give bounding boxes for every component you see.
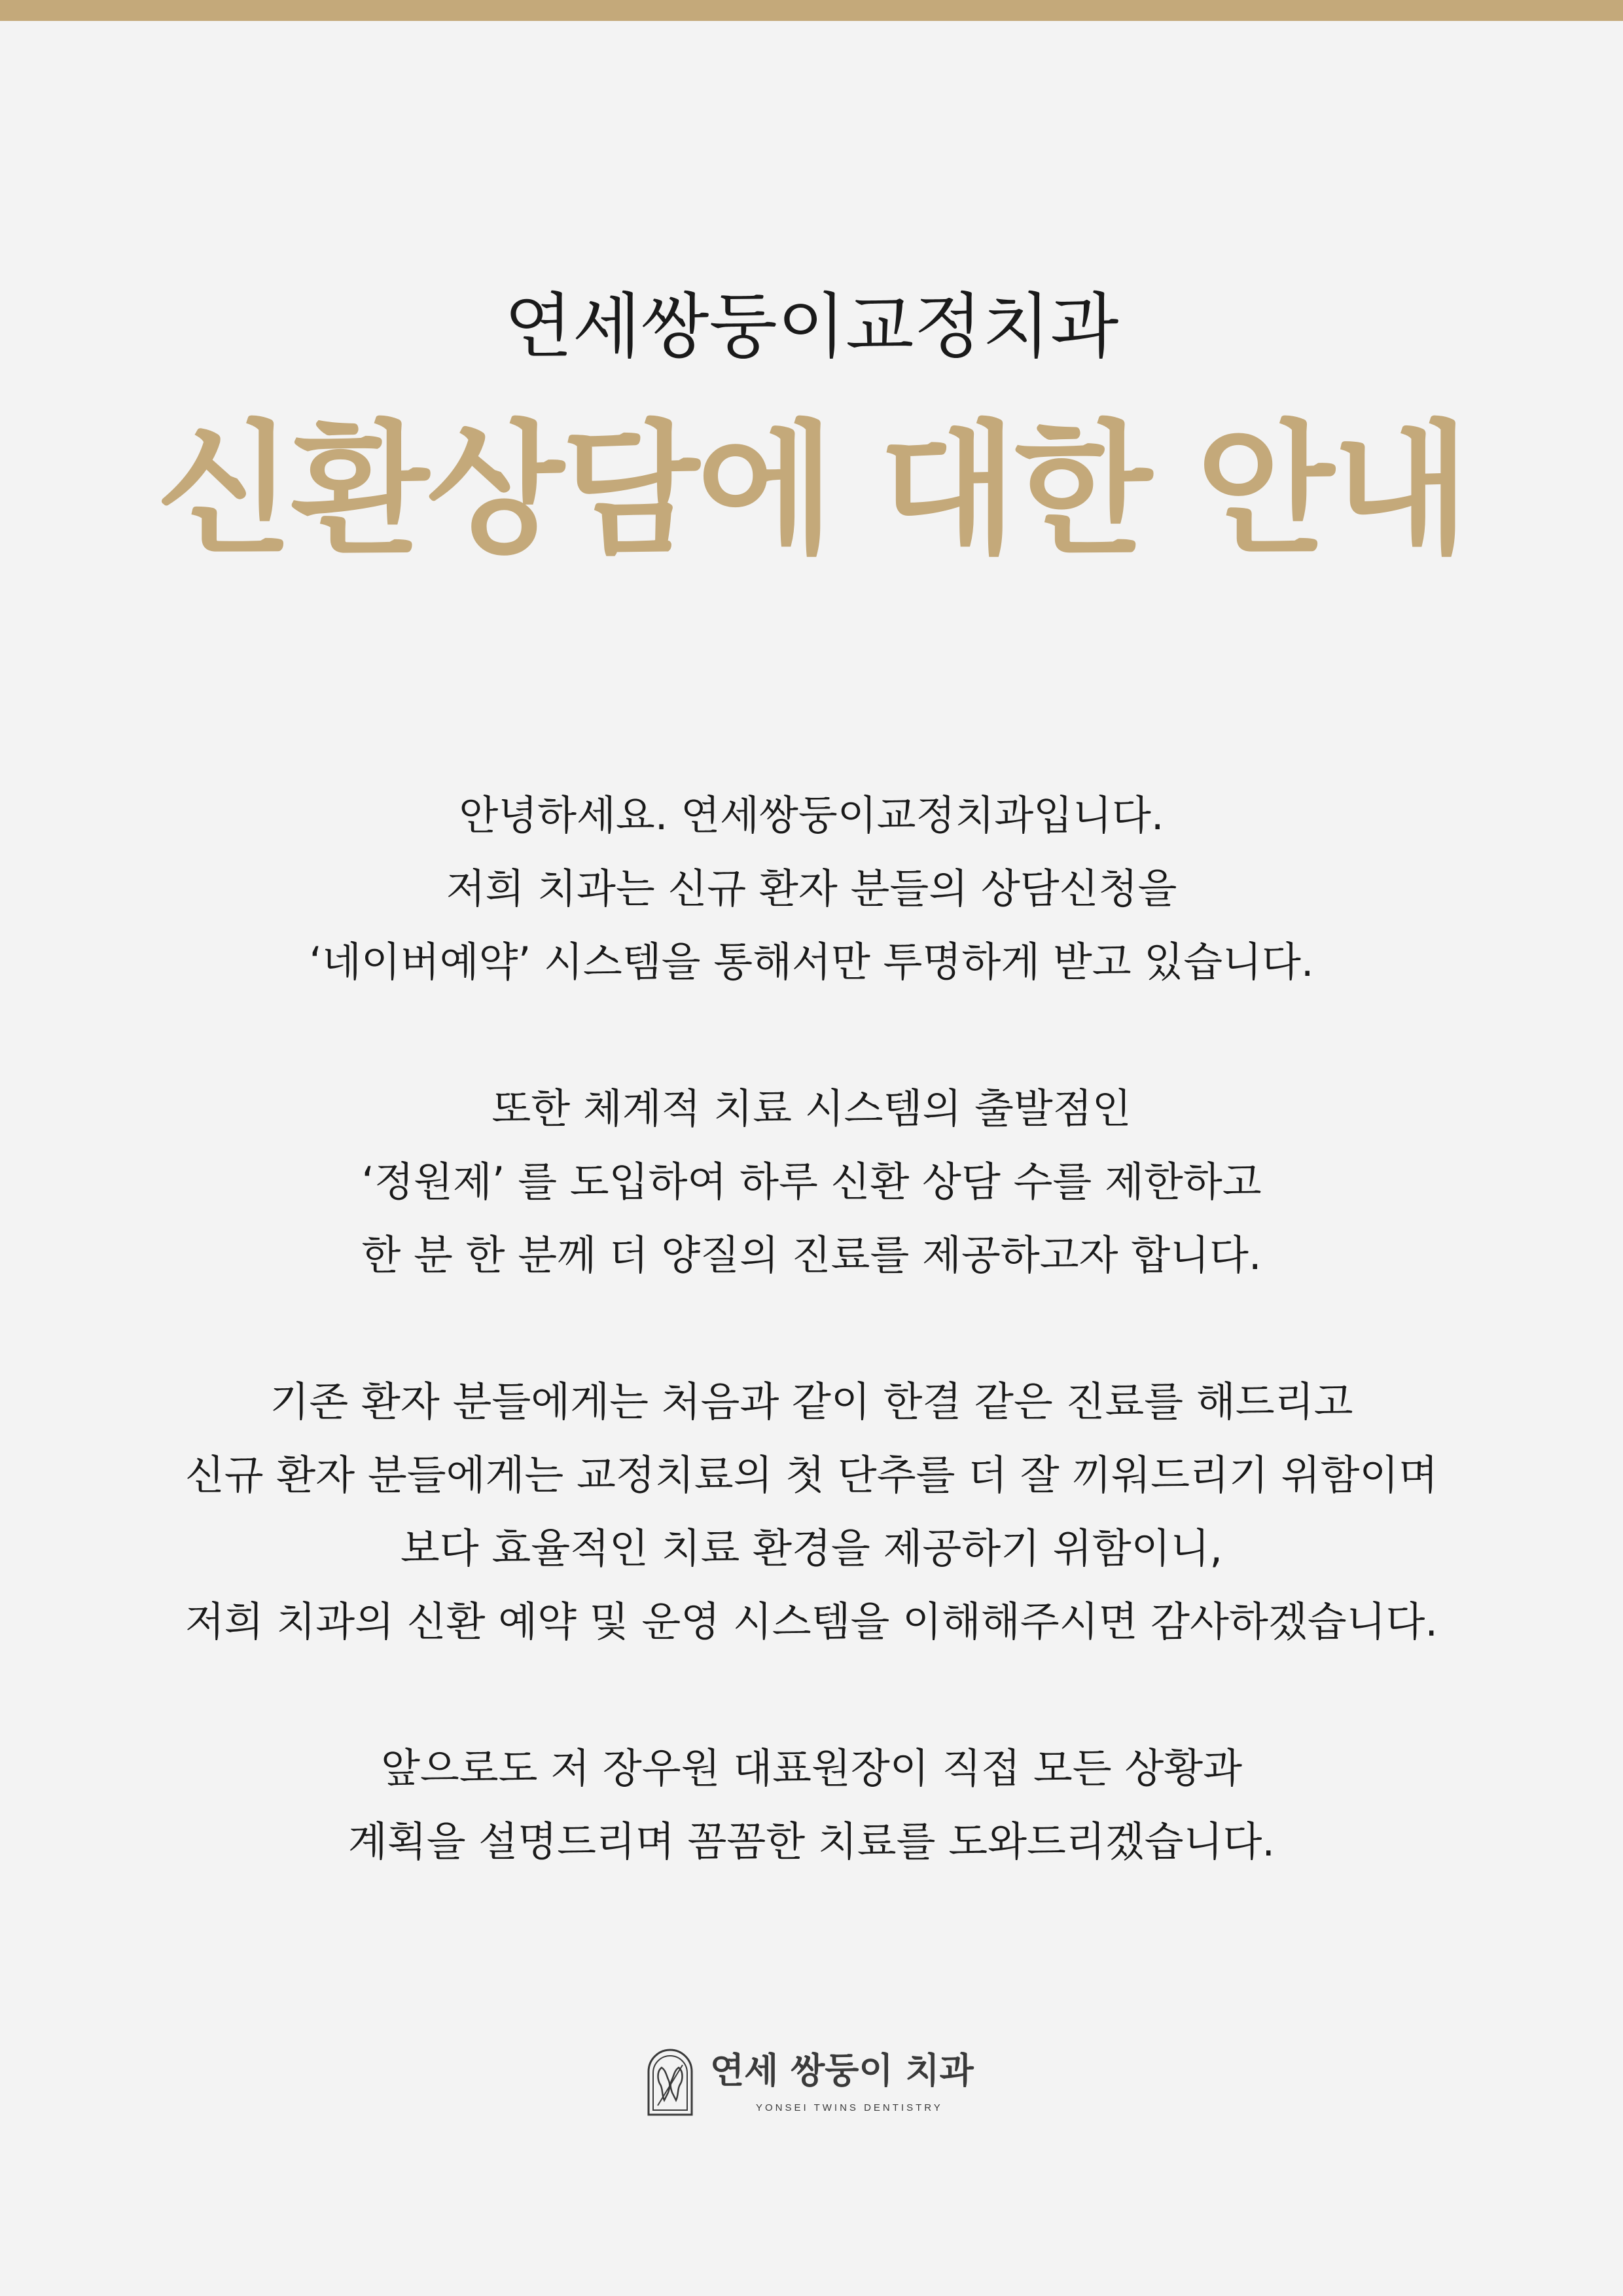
- clinic-logo: [645, 2045, 985, 2119]
- top-accent-bar: [0, 0, 1623, 21]
- logo-wordmark: 연세 쌍둥이 치과: [710, 2050, 974, 2091]
- text-line: ‘정원제’ 를 도입하여 하루 신환 상담 수를 제한하고: [361, 1158, 1262, 1206]
- text-line: 보다 효율적인 치료 환경을 제공하기 위함이니,: [400, 1524, 1223, 1572]
- text-line: 또한 체계적 치료 시스템의 출발점인: [491, 1085, 1132, 1132]
- paragraph-purpose: [0, 1365, 1623, 1659]
- paragraph-greeting: [0, 779, 1623, 999]
- text-line: 기존 환자 분들에게는 처음과 같이 한결 같은 진료를 해드리고: [270, 1378, 1353, 1426]
- text-line: 한 분 한 분께 더 양질의 진료를 제공하고자 합니다.: [361, 1231, 1262, 1279]
- notice-body: [0, 779, 1623, 1878]
- paragraph-closing: [0, 1732, 1623, 1878]
- text-line: 저희 치과는 신규 환자 분들의 상담신청을: [446, 865, 1177, 912]
- text-line: ‘네이버예약’ 시스템을 통해서만 투명하게 받고 있습니다.: [309, 938, 1314, 986]
- text-line: 안녕하세요. 연세쌍둥이교정치과입니다.: [459, 791, 1164, 839]
- text-line: 앞으로도 저 장우원 대표원장이 직접 모든 상황과: [380, 1744, 1243, 1792]
- text-line: 신규 환자 분들에게는 교정치료의 첫 단추를 더 잘 끼워드리기 위함이며: [185, 1451, 1438, 1499]
- clinic-name: 연세쌍둥이교정치과: [504, 286, 1119, 368]
- text-line: 저희 치과의 신환 예약 및 운영 시스템을 이해해주시면 감사하겠습니다.: [185, 1598, 1438, 1645]
- page-title: 신환상담에 대한 안내: [156, 408, 1467, 573]
- paragraph-quota-system: [0, 1072, 1623, 1292]
- text-line: 계획을 설명드리며 꼼꼼한 치료를 도와드리겠습니다.: [348, 1818, 1275, 1865]
- twins-tooth-emblem-icon: [645, 2045, 696, 2119]
- logo-subtitle: YONSEI TWINS DENTISTRY: [756, 2102, 943, 2113]
